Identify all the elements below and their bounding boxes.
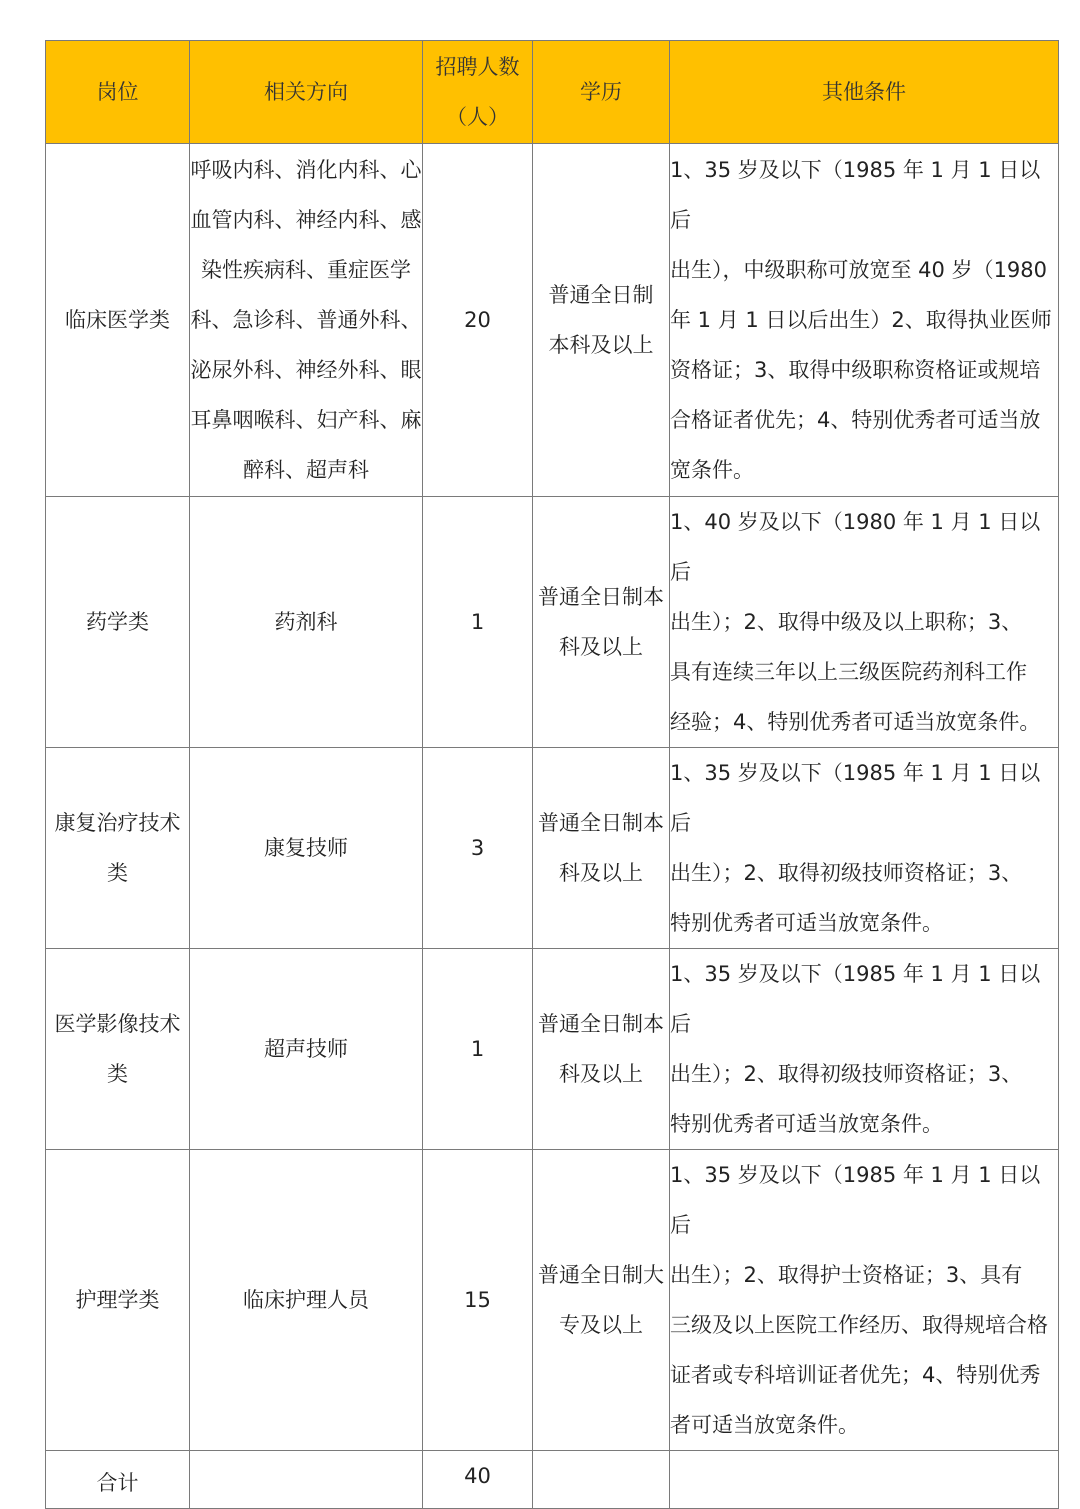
position-cell: 药学类 — [46, 497, 190, 748]
count-cell: 15 — [423, 1150, 533, 1451]
count-cell: 1 — [423, 949, 533, 1150]
header-position: 岗位 — [46, 41, 190, 144]
total-row — [46, 1451, 1059, 1509]
position-cell: 医学影像技术 类 — [46, 949, 190, 1150]
education-cell: 普通全日制大 专及以上 — [533, 1150, 670, 1451]
total-empty-cell — [670, 1451, 1059, 1509]
conditions-cell: 1、35 岁及以下（1985 年 1 月 1 日以后 出生）；2、取得初级技师资格证；3、 特别优秀者可适当放宽条件。 — [670, 949, 1059, 1150]
count-cell: 20 — [423, 144, 533, 497]
position-cell: 康复治疗技术 类 — [46, 748, 190, 949]
table-row — [46, 1150, 1059, 1451]
position-cell: 护理学类 — [46, 1150, 190, 1451]
count-cell: 1 — [423, 497, 533, 748]
header-education: 学历 — [533, 41, 670, 144]
education-cell: 普通全日制 本科及以上 — [533, 144, 670, 497]
direction-cell: 康复技师 — [190, 748, 423, 949]
education-cell: 普通全日制本 科及以上 — [533, 748, 670, 949]
recruitment-table — [45, 40, 1059, 1509]
total-label-cell: 合计 — [46, 1451, 190, 1509]
education-cell: 普通全日制本 科及以上 — [533, 497, 670, 748]
table-row — [46, 748, 1059, 949]
direction-cell: 药剂科 — [190, 497, 423, 748]
count-cell: 3 — [423, 748, 533, 949]
header-direction: 相关方向 — [190, 41, 423, 144]
table-row — [46, 949, 1059, 1150]
direction-cell: 超声技师 — [190, 949, 423, 1150]
position-cell: 临床医学类 — [46, 144, 190, 497]
conditions-cell: 1、35 岁及以下（1985 年 1 月 1 日以后 出生），中级职称可放宽至 40 岁（1980 年 1 月 1 日以后出生）2、取得执业医师 资格证；3、取得中级职称资格证或规培 合格证者优先；4、特别优秀者可适当放 宽条件。 — [670, 144, 1059, 497]
total-empty-cell — [190, 1451, 423, 1509]
table-row — [46, 497, 1059, 748]
total-empty-cell — [533, 1451, 670, 1509]
table-header-row — [46, 41, 1059, 144]
total-count-cell: 40 — [423, 1451, 533, 1509]
conditions-cell: 1、40 岁及以下（1980 年 1 月 1 日以后 出生）；2、取得中级及以上职称；3、 具有连续三年以上三级医院药剂科工作 经验；4、特别优秀者可适当放宽条件。 — [670, 497, 1059, 748]
conditions-cell: 1、35 岁及以下（1985 年 1 月 1 日以后 出生）；2、取得初级技师资格证；3、 特别优秀者可适当放宽条件。 — [670, 748, 1059, 949]
education-cell: 普通全日制本 科及以上 — [533, 949, 670, 1150]
direction-cell: 呼吸内科、消化内科、心 血管内科、神经内科、感 染性疾病科、重症医学 科、急诊科、普通外科、 泌尿外科、神经外科、眼 耳鼻咽喉科、妇产科、麻 醉科、超声科 — [190, 144, 423, 497]
table-row — [46, 144, 1059, 497]
header-conditions: 其他条件 — [670, 41, 1059, 144]
conditions-cell: 1、35 岁及以下（1985 年 1 月 1 日以后 出生）；2、取得护士资格证；3、具有 三级及以上医院工作经历、取得规培合格 证者或专科培训证者优先；4、特别优秀 者可适当放宽条件。 — [670, 1150, 1059, 1451]
direction-cell: 临床护理人员 — [190, 1150, 423, 1451]
header-count: 招聘人数 （人） — [423, 41, 533, 144]
